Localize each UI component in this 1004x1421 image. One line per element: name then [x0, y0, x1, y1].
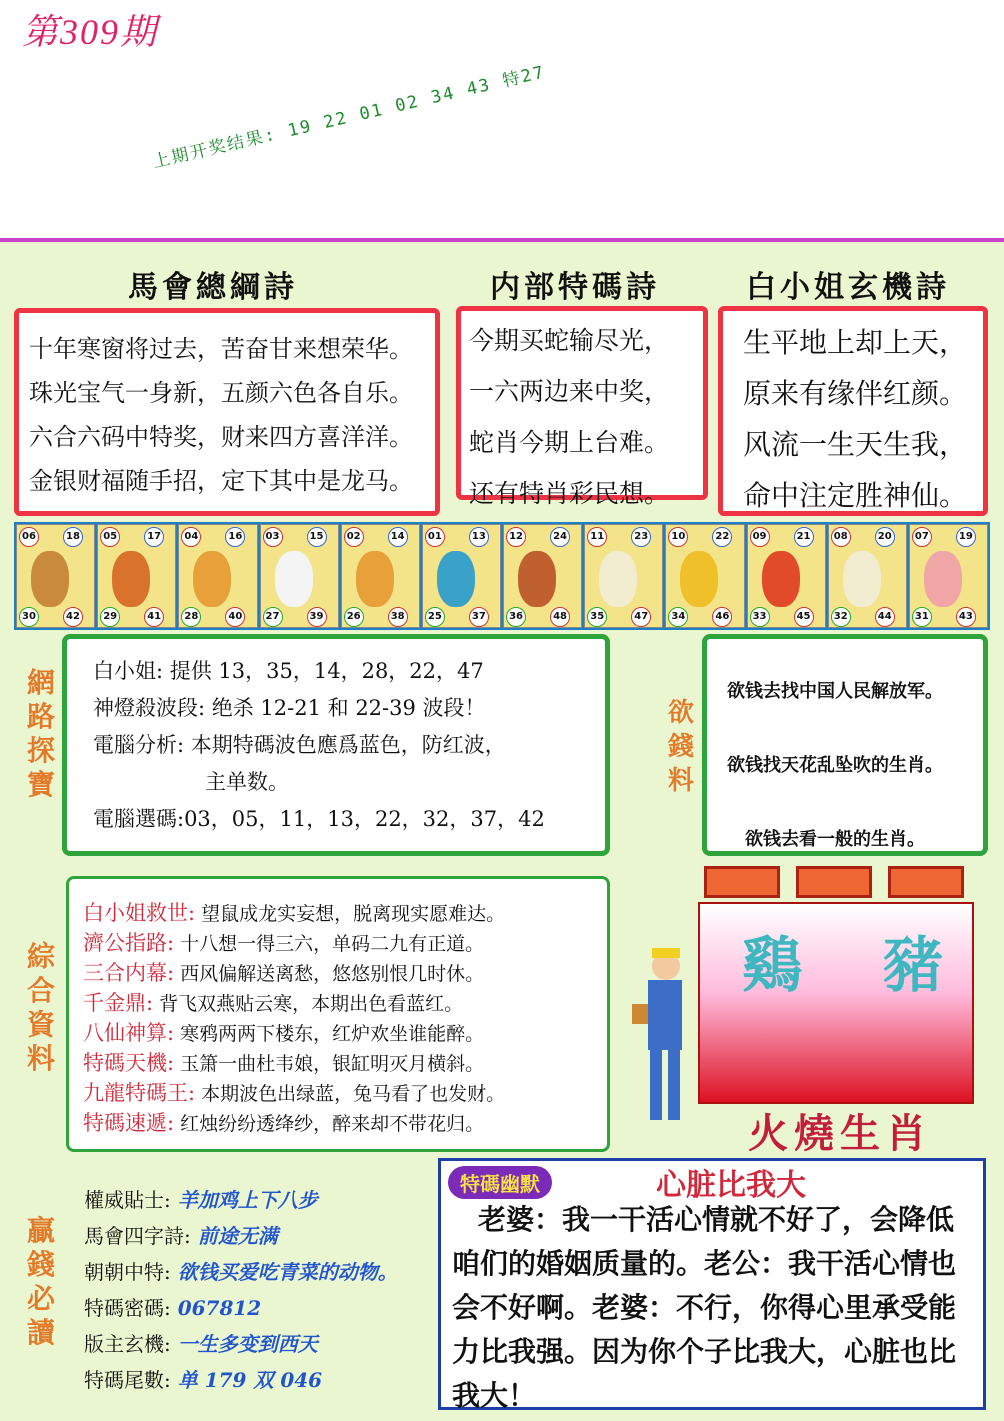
- zodiac-number: 27: [263, 607, 283, 627]
- win-row: [84, 1218, 440, 1254]
- money-box: [702, 634, 988, 856]
- zodiac-number: 03: [263, 527, 283, 547]
- win-value: 067812: [170, 1296, 262, 1320]
- win-value: 单 179 双 046: [170, 1368, 323, 1392]
- label-money: 欲錢料: [667, 698, 694, 796]
- win-row: [84, 1326, 440, 1362]
- money-line: 欲钱去看一般的生肖。: [745, 829, 925, 850]
- painter-figure: [630, 944, 690, 1134]
- combo-key: 濟公指路:: [83, 931, 175, 955]
- joke-title: 心脏比我大: [656, 1168, 806, 1203]
- poem-box-3: [718, 306, 988, 516]
- zodiac-number: 16: [225, 527, 245, 547]
- combo-row: [83, 929, 607, 959]
- combo-value: 寒鸦两两下楼东，红炉欢坐谁能醉。: [174, 1023, 485, 1045]
- combo-value: 背飞双燕贴云寒，本期出色看蓝红。: [153, 993, 464, 1015]
- combo-key: 特碼速遞:: [83, 1111, 175, 1135]
- title-bai-poem: 白小姐玄機詩: [746, 270, 950, 305]
- label-net-treasure: 網路探寶: [26, 666, 55, 801]
- zodiac-number: 44: [875, 607, 895, 627]
- win-key: 特碼密碼:: [84, 1296, 171, 1320]
- zodiac-number: 07: [912, 527, 932, 547]
- zodiac-number: 13: [469, 527, 489, 547]
- zodiac-animal-icon: [680, 551, 718, 607]
- zodiac-animal-icon: [112, 551, 150, 607]
- poem-line: 一六两边来中奖，: [469, 377, 670, 406]
- poem-line: 生平地上却上天，: [743, 326, 968, 359]
- zodiac-number: 02: [344, 527, 364, 547]
- zodiac-number: 05: [100, 527, 120, 547]
- zodiac-number: 23: [631, 527, 651, 547]
- zodiac-card: [97, 524, 176, 628]
- combo-row: [83, 899, 607, 929]
- zodiac-number: 04: [181, 527, 201, 547]
- combo-row: [83, 989, 607, 1019]
- poem-line: 原来有缘伴红颜。: [743, 377, 968, 410]
- zodiac-number: 20: [875, 527, 895, 547]
- zodiac-number: 25: [425, 607, 445, 627]
- poem-box-1: [14, 308, 440, 516]
- win-key: 權威貼士:: [84, 1188, 171, 1212]
- joke-tag: 特碼幽默: [448, 1166, 552, 1199]
- net-line-analysis: 電腦分析: 本期特碼波色應爲蓝色，防红波，: [93, 733, 506, 757]
- zodiac-number: 40: [225, 607, 245, 627]
- zodiac-card: [584, 524, 663, 628]
- combo-key: 九龍特碼王:: [83, 1081, 196, 1105]
- win-value: 一生多变到西天: [170, 1332, 318, 1356]
- chimney: [796, 866, 872, 898]
- poem-line: 金银财福随手招，定下其中是龙马。: [29, 467, 413, 495]
- label-win: 贏錢必讀: [26, 1214, 55, 1349]
- combo-value: 西风偏解送离愁，悠悠别恨几时休。: [174, 963, 485, 985]
- combo-row: [83, 1109, 607, 1139]
- zodiac-number: 21: [794, 527, 814, 547]
- win-value: 羊加鸡上下八步: [170, 1188, 318, 1212]
- zodiac-animal-icon: [31, 551, 69, 607]
- zodiac-card: [747, 524, 826, 628]
- zodiac-number: 32: [831, 607, 851, 627]
- win-value: 欲钱买爱吃青菜的动物。: [170, 1260, 398, 1284]
- combo-row: [83, 1049, 607, 1079]
- combo-key: 白小姐救世:: [83, 901, 196, 925]
- zodiac-animal-icon: [599, 551, 637, 607]
- net-treasure-box: [62, 634, 610, 856]
- win-row: [84, 1254, 440, 1290]
- zodiac-card: [828, 524, 907, 628]
- issue-number: 第309期: [22, 12, 159, 52]
- win-key: 特碼尾數:: [84, 1368, 171, 1392]
- joke-body: 老婆：我一干活心情就不好了，会降低咱们的婚姻质量的。老公：我干活心情也会不好啊。老婆：不行，你得心里承受能力比我强。因为你个子比我大，心脏也比我大！: [452, 1203, 957, 1412]
- win-list: [84, 1182, 440, 1398]
- fire-chimneys: [704, 866, 964, 896]
- zodiac-card: [503, 524, 582, 628]
- zodiac-card: [16, 524, 95, 628]
- zodiac-number: 01: [425, 527, 445, 547]
- net-line-analysis-cont: 主单数。: [205, 770, 289, 794]
- zodiac-number: 10: [668, 527, 688, 547]
- zodiac-number: 19: [956, 527, 976, 547]
- combo-value: 红烛纷纷透绛纱，醉来却不带花归。: [174, 1113, 485, 1135]
- poem-line: 蛇肖今期上台难。: [469, 428, 670, 457]
- zodiac-animal-icon: [762, 551, 800, 607]
- zodiac-animal-icon: [356, 551, 394, 607]
- zodiac-animal-icon: [924, 551, 962, 607]
- poem-line: 命中注定胜神仙。: [743, 479, 968, 512]
- zodiac-number: 42: [63, 607, 83, 627]
- chimney: [888, 866, 964, 898]
- poem-line: 珠光宝气一身新，五颜六色各自乐。: [29, 379, 413, 407]
- combo-value: 本期波色出绿蓝，兔马看了也发财。: [195, 1083, 506, 1105]
- fire-caption: 火燒生肖: [748, 1110, 932, 1157]
- zodiac-number: 15: [307, 527, 327, 547]
- title-horse-poem: 馬會總綱詩: [128, 270, 298, 305]
- net-line-pick: 電腦選碼:03，05，11，13，22，32，37，42: [93, 807, 545, 831]
- poem-box-2: [456, 306, 708, 508]
- combo-key: 三合内幕:: [83, 961, 175, 985]
- win-key: 版主玄機:: [84, 1332, 171, 1356]
- win-value: 前途无满: [190, 1224, 278, 1248]
- zodiac-number: 28: [181, 607, 201, 627]
- zodiac-card: [260, 524, 339, 628]
- zodiac-number: 24: [550, 527, 570, 547]
- combo-value: 十八想一得三六，单码二九有正道。: [174, 933, 485, 955]
- zodiac-number: 46: [712, 607, 732, 627]
- combo-list: [83, 899, 607, 1139]
- zodiac-number: 26: [344, 607, 364, 627]
- zodiac-animal-icon: [518, 551, 556, 607]
- poem-line: 还有特肖彩民想。: [469, 479, 670, 508]
- win-key: 馬會四字詩:: [84, 1224, 191, 1248]
- poem-line: 六合六码中特奖，财来四方喜洋洋。: [29, 423, 413, 451]
- last-draw-result: 上期开奖结果: 19 22 01 02 34 43 特27: [151, 62, 548, 173]
- zodiac-number: 09: [750, 527, 770, 547]
- zodiac-number: 45: [794, 607, 814, 627]
- combo-row: [83, 1019, 607, 1049]
- win-row: [84, 1290, 440, 1326]
- poem-line: 今期买蛇输尽光，: [469, 326, 670, 355]
- zodiac-number: 30: [19, 607, 39, 627]
- combo-value: 望鼠成龙实妄想，脱离现实愿难达。: [195, 903, 506, 925]
- combo-key: 千金鼎:: [83, 991, 154, 1015]
- money-line: 欲钱去找中国人民解放军。: [727, 681, 943, 702]
- zodiac-number: 41: [144, 607, 164, 627]
- net-line-bai: 白小姐: 提供 13，35，14，28，22，47: [93, 659, 484, 683]
- zodiac-number: 18: [63, 527, 83, 547]
- zodiac-number: 29: [100, 607, 120, 627]
- label-combo: 綜合資料: [26, 940, 55, 1075]
- zodiac-number: 12: [506, 527, 526, 547]
- zodiac-number: 33: [750, 607, 770, 627]
- win-row: [84, 1182, 440, 1218]
- win-row: [84, 1362, 440, 1398]
- zodiac-number: 34: [668, 607, 688, 627]
- zodiac-card: [178, 524, 257, 628]
- zodiac-number: 08: [831, 527, 851, 547]
- fire-zodiacs: 鷄 豬: [742, 931, 973, 1001]
- zodiac-number: 17: [144, 527, 164, 547]
- zodiac-card: [665, 524, 744, 628]
- zodiac-number: 22: [712, 527, 732, 547]
- zodiac-number: 48: [550, 607, 570, 627]
- money-line: 欲钱找天花乱坠吹的生肖。: [727, 755, 943, 776]
- combo-key: 八仙神算:: [83, 1021, 175, 1045]
- zodiac-number: 38: [388, 607, 408, 627]
- zodiac-number: 14: [388, 527, 408, 547]
- zodiac-number: 36: [506, 607, 526, 627]
- zodiac-card: [909, 524, 988, 628]
- zodiac-card: [422, 524, 501, 628]
- zodiac-animal-icon: [843, 551, 881, 607]
- zodiac-number: 06: [19, 527, 39, 547]
- zodiac-card: [341, 524, 420, 628]
- poem-line: 风流一生天生我，: [743, 428, 968, 461]
- combo-key: 特碼天機:: [83, 1051, 175, 1075]
- zodiac-animal-icon: [193, 551, 231, 607]
- zodiac-number: 35: [587, 607, 607, 627]
- combo-box: [66, 876, 610, 1152]
- zodiac-number: 31: [912, 607, 932, 627]
- zodiac-number: 39: [307, 607, 327, 627]
- chimney: [704, 866, 780, 898]
- zodiac-animal-icon: [275, 551, 313, 607]
- win-key: 朝朝中特:: [84, 1260, 171, 1284]
- zodiac-number: 11: [587, 527, 607, 547]
- poem-line: 十年寒窗将过去，苦奋甘来想荣华。: [29, 335, 413, 363]
- combo-value: 玉箫一曲杜韦娘，银缸明灭月横斜。: [174, 1053, 485, 1075]
- net-line-lamp: 神燈殺波段: 绝杀 12-21 和 22-39 波段！: [93, 696, 486, 720]
- zodiac-number: 37: [469, 607, 489, 627]
- combo-row: [83, 1079, 607, 1109]
- title-internal-poem: 内部特碼詩: [490, 270, 660, 305]
- combo-row: [83, 959, 607, 989]
- zodiac-animal-icon: [437, 551, 475, 607]
- zodiac-number: 43: [956, 607, 976, 627]
- zodiac-strip: [14, 522, 990, 630]
- zodiac-number: 47: [631, 607, 651, 627]
